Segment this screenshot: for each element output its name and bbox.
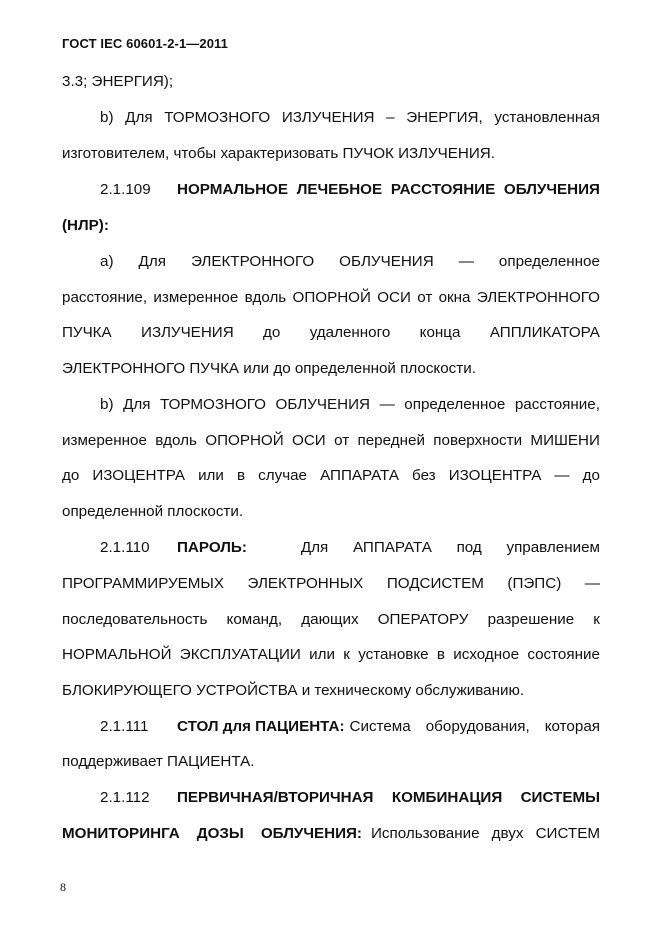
document-header: ГОСТ IEC 60601-2-1—2011	[62, 36, 228, 51]
word: Использование	[371, 825, 480, 842]
word: (ПЭПС)	[507, 575, 562, 592]
word: ПРОГРАММИРУЕМЫХ	[62, 575, 225, 592]
text-line	[62, 466, 600, 486]
text-line	[62, 288, 600, 308]
word: Для	[125, 109, 153, 126]
word: ЭКСПЛУАТАЦИИ	[179, 646, 301, 663]
term-title-continued: (НЛР):	[62, 217, 109, 234]
text-line	[62, 645, 600, 665]
word: вдоль	[155, 432, 197, 449]
word: расстояние,	[514, 396, 600, 413]
word: ОБЛУЧЕНИЯ	[339, 253, 434, 270]
word: ОПОРНОЙ	[205, 432, 284, 449]
word: или	[198, 467, 224, 484]
word: состояние	[527, 646, 600, 663]
word: удаленного	[309, 324, 391, 341]
word: установке	[358, 646, 429, 663]
word: ОПЕРАТОРУ	[377, 611, 469, 628]
word: ОПОРНОЙ	[292, 289, 371, 306]
text-line: 3.3; ЭНЕРГИЯ);	[62, 73, 174, 90]
word: окна	[438, 289, 471, 306]
word: разрешение	[487, 611, 575, 628]
clause-number: 2.1.112	[100, 789, 150, 806]
term-text	[371, 824, 600, 844]
word: которая	[544, 718, 600, 735]
term-heading-continued	[62, 824, 600, 844]
word: ТОРМОЗНОГО	[159, 396, 266, 413]
term-title	[177, 788, 600, 808]
word: НОРМАЛЬНОЙ	[62, 646, 172, 663]
word: измеренное	[62, 432, 147, 449]
word: ОБЛУЧЕНИЯ	[275, 396, 371, 413]
word: НОРМАЛЬНОЕ	[177, 181, 288, 198]
word: к	[343, 646, 350, 663]
word: в	[436, 646, 445, 663]
term-text	[350, 717, 600, 737]
word: АППАРАТА	[320, 467, 399, 484]
term-text	[301, 538, 600, 558]
word: двух	[491, 825, 524, 842]
text-line	[62, 323, 600, 343]
word: до	[582, 467, 600, 484]
word: РАССТОЯНИЕ	[390, 181, 496, 198]
word: поверхности	[433, 432, 523, 449]
word: АППЛИКАТОРА	[489, 324, 600, 341]
text-line: ЭЛЕКТРОННОГО ПУЧКА или до определенной плоскости.	[62, 360, 476, 377]
text-line	[100, 252, 600, 272]
word: —	[584, 575, 600, 592]
text-line	[100, 108, 600, 128]
word: ИЗЛУЧЕНИЯ	[281, 109, 375, 126]
page-number: 8	[60, 880, 66, 894]
text-line: изготовителем, чтобы характеризовать ПУЧОК ИЗЛУЧЕНИЯ.	[62, 145, 495, 162]
word: ЛЕЧЕБНОЕ	[296, 181, 383, 198]
word: ИЗОЦЕНТРА	[448, 467, 542, 484]
word: от	[417, 289, 433, 306]
word: ОСИ	[292, 432, 326, 449]
word: определенное	[404, 396, 506, 413]
word: МИШЕНИ	[530, 432, 600, 449]
word: измеренное	[153, 289, 239, 306]
word: ЭЛЕКТРОННЫХ	[247, 575, 364, 592]
word: Система	[349, 718, 411, 735]
word: СИСТЕМ	[535, 825, 600, 842]
word: или	[309, 646, 335, 663]
term-heading-2-1-109	[100, 180, 600, 200]
word: от	[334, 432, 350, 449]
word: установленная	[494, 109, 600, 126]
word: Для	[123, 396, 151, 413]
word: ПОДСИСТЕМ	[386, 575, 484, 592]
word: конца	[419, 324, 461, 341]
word: КОМБИНАЦИЯ	[391, 789, 503, 806]
word: –	[386, 109, 395, 126]
word: исходное	[453, 646, 520, 663]
clause-number: 2.1.111	[100, 718, 149, 735]
term-title: ПАРОЛЬ:	[177, 539, 247, 556]
word: ПУЧКА	[62, 324, 112, 341]
word: а)	[100, 253, 114, 270]
term-title	[177, 180, 600, 200]
text-line	[100, 395, 600, 415]
word: АППАРАТА	[352, 539, 432, 556]
word: ЭЛЕКТРОННОГО	[190, 253, 315, 270]
text-line: определенной плоскости.	[62, 503, 244, 520]
word: —	[554, 467, 570, 484]
word: ОСИ	[377, 289, 411, 306]
word: к	[593, 611, 600, 628]
word: ЭНЕРГИЯ,	[406, 109, 483, 126]
word: Для	[300, 539, 329, 556]
word: передней	[357, 432, 425, 449]
word: команд,	[226, 611, 283, 628]
word: случае	[258, 467, 307, 484]
term-heading-2-1-111	[100, 717, 600, 737]
word: расстояние,	[62, 289, 148, 306]
term-title	[62, 824, 362, 844]
word: b)	[100, 109, 114, 126]
word: определенное	[498, 253, 600, 270]
word: оборудования,	[425, 718, 530, 735]
term-title: СТОЛ для ПАЦИЕНТА:	[177, 718, 345, 735]
word: до	[263, 324, 281, 341]
word: без	[412, 467, 436, 484]
word: в	[236, 467, 246, 484]
word: Для	[138, 253, 166, 270]
text-line	[62, 431, 600, 451]
text-line: БЛОКИРУЮЩЕГО УСТРОЙСТВА и техническому обслуживанию.	[62, 682, 525, 699]
word: ОБЛУЧЕНИЯ	[503, 181, 600, 198]
word: ИЗОЦЕНТРА	[92, 467, 185, 484]
word: последовательность	[62, 611, 208, 628]
term-heading-2-1-112	[100, 788, 600, 808]
text-line	[62, 610, 600, 630]
clause-number: 2.1.109	[100, 181, 151, 198]
word: —	[458, 253, 474, 270]
word: вдоль	[244, 289, 287, 306]
word: ИЗЛУЧЕНИЯ	[141, 324, 234, 341]
term-heading-2-1-110	[100, 538, 600, 558]
word: ПЕРВИЧНАЯ/ВТОРИЧНАЯ	[177, 789, 374, 806]
word: ЭЛЕКТРОННОГО	[476, 289, 600, 306]
clause-number: 2.1.110	[100, 539, 150, 556]
word: под	[456, 539, 482, 556]
word: МОНИТОРИНГА	[62, 825, 180, 842]
word: b)	[100, 396, 114, 413]
text-line	[62, 574, 600, 594]
text-line: поддерживает ПАЦИЕНТА.	[62, 753, 255, 770]
word: СИСТЕМЫ	[520, 789, 600, 806]
word: ДОЗЫ	[196, 825, 244, 842]
word: управлением	[506, 539, 600, 556]
word: дающих	[301, 611, 359, 628]
word: до	[62, 467, 80, 484]
word: ОБЛУЧЕНИЯ:	[260, 825, 362, 842]
word: —	[379, 396, 395, 413]
word: ТОРМОЗНОГО	[164, 109, 271, 126]
